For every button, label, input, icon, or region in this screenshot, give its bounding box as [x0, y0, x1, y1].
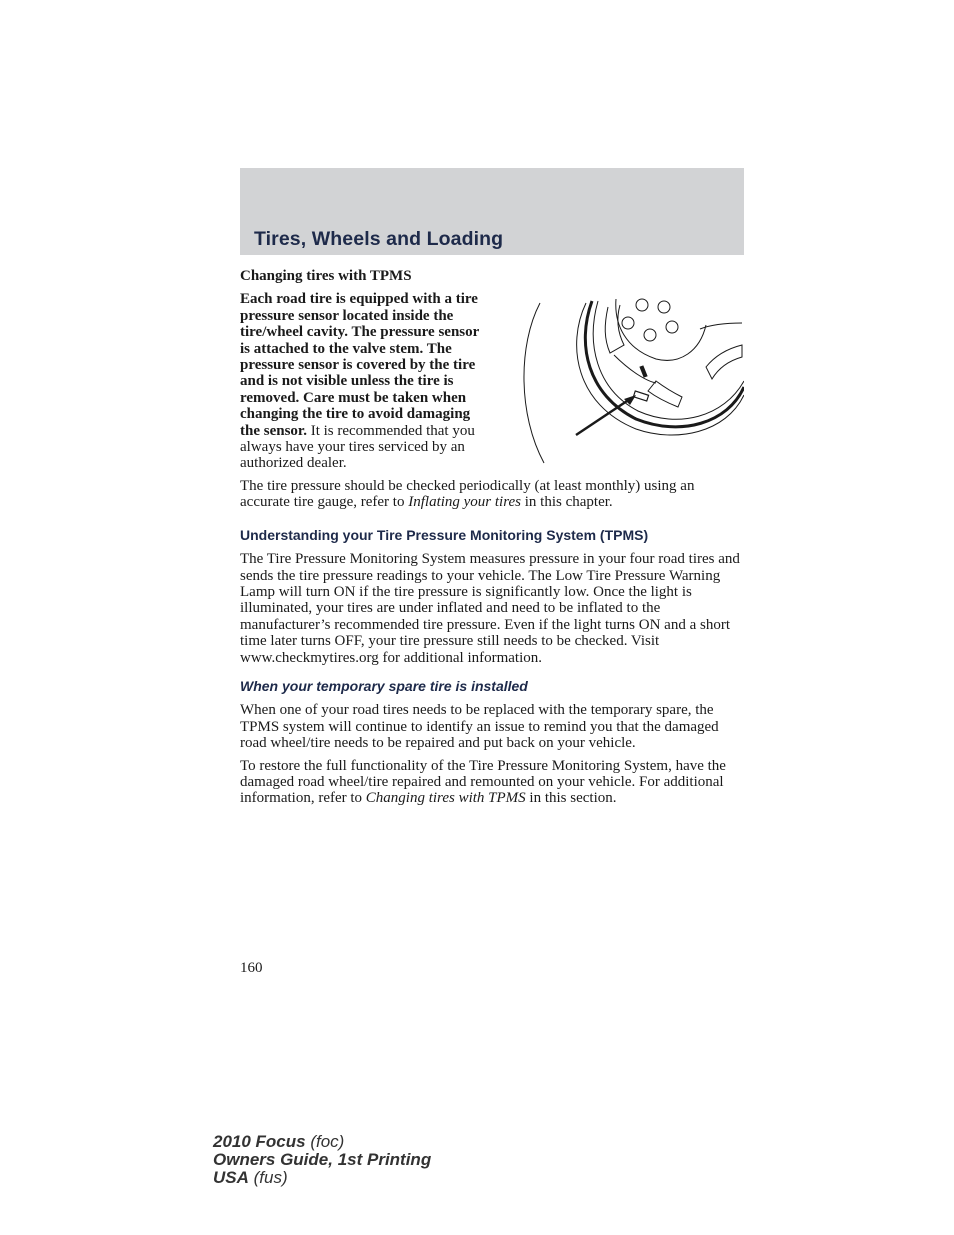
inflating-tires-reference: Inflating your tires: [408, 494, 522, 511]
restore-text-end: in this section.: [525, 790, 617, 807]
footer-region: USA: [213, 1168, 249, 1187]
heading-temporary-spare: When your temporary spare tire is installed: [240, 677, 528, 694]
paragraph-pressure-check: [240, 478, 744, 511]
section-title: Tires, Wheels and Loading: [254, 228, 504, 250]
footer-region-code: (fus): [248, 1168, 288, 1187]
dealer-service-text: It is recommended that you always have your tires serviced by an authorized dealer.: [240, 422, 475, 472]
footer-line-model: [213, 1133, 431, 1151]
heading-understanding-tpms: Understanding your Tire Pressure Monitoring System (TPMS): [240, 526, 649, 543]
footer-line-printing: Owners Guide, 1st Printing: [213, 1150, 432, 1169]
footer-line-region: [213, 1169, 431, 1187]
document-footer: [213, 1133, 431, 1187]
footer-model-code: (foc): [305, 1132, 345, 1151]
pressure-check-text: The tire pressure should be checked periodically (at least monthly) using an accurate tire gauge, refer to: [240, 477, 695, 511]
paragraph-restore-functionality: [240, 758, 744, 807]
paragraph-tpms-description: The Tire Pressure Monitoring System measures pressure in your four road tires and sends the tire pressure readings to your vehicle. The Low Tire Pressure Warning Lamp will turn ON if the tire pressure is significantly low. Once the light is illuminated, your tires are under inflated and need to be inflated to the manufacturer’s recommended tire pressure. Even if the light turns ON and a short time later turns OFF, your tire pressure still needs to be checked. Visit www.checkmytires.org for additional information.: [240, 551, 740, 666]
page-number: 160: [240, 960, 263, 976]
footer-model: 2010 Focus: [213, 1132, 306, 1151]
header-band: [240, 168, 744, 255]
tpms-sensor-illustration: [496, 295, 744, 465]
subheading-changing-tires: Changing tires with TPMS: [240, 268, 412, 284]
sensor-warning-text: Each road tire is equipped with a tire pressure sensor located inside the tire/wheel cavity. The pressure sensor is attached to the valve stem. The pressure sensor is covered by the tire and is not visible unless the tire is removed. Care must be taken when changing the tire to avoid damaging the sensor.: [240, 291, 480, 439]
paragraph-spare-installed: When one of your road tires needs to be replaced with the temporary spare, the TPMS system will continue to identify an issue to remind you that the damaged road wheel/tire needs to be repaired and put back on your vehicle.: [240, 702, 719, 752]
pressure-check-text-end: in this chapter.: [521, 494, 613, 511]
changing-tires-reference: Changing tires with TPMS: [365, 790, 526, 807]
restore-text: To restore the full functionality of the Tire Pressure Monitoring System, have the damaged road wheel/tire repaired and remounted on your vehicle. For additional information, refer to: [240, 757, 726, 807]
page-content: [240, 268, 744, 813]
